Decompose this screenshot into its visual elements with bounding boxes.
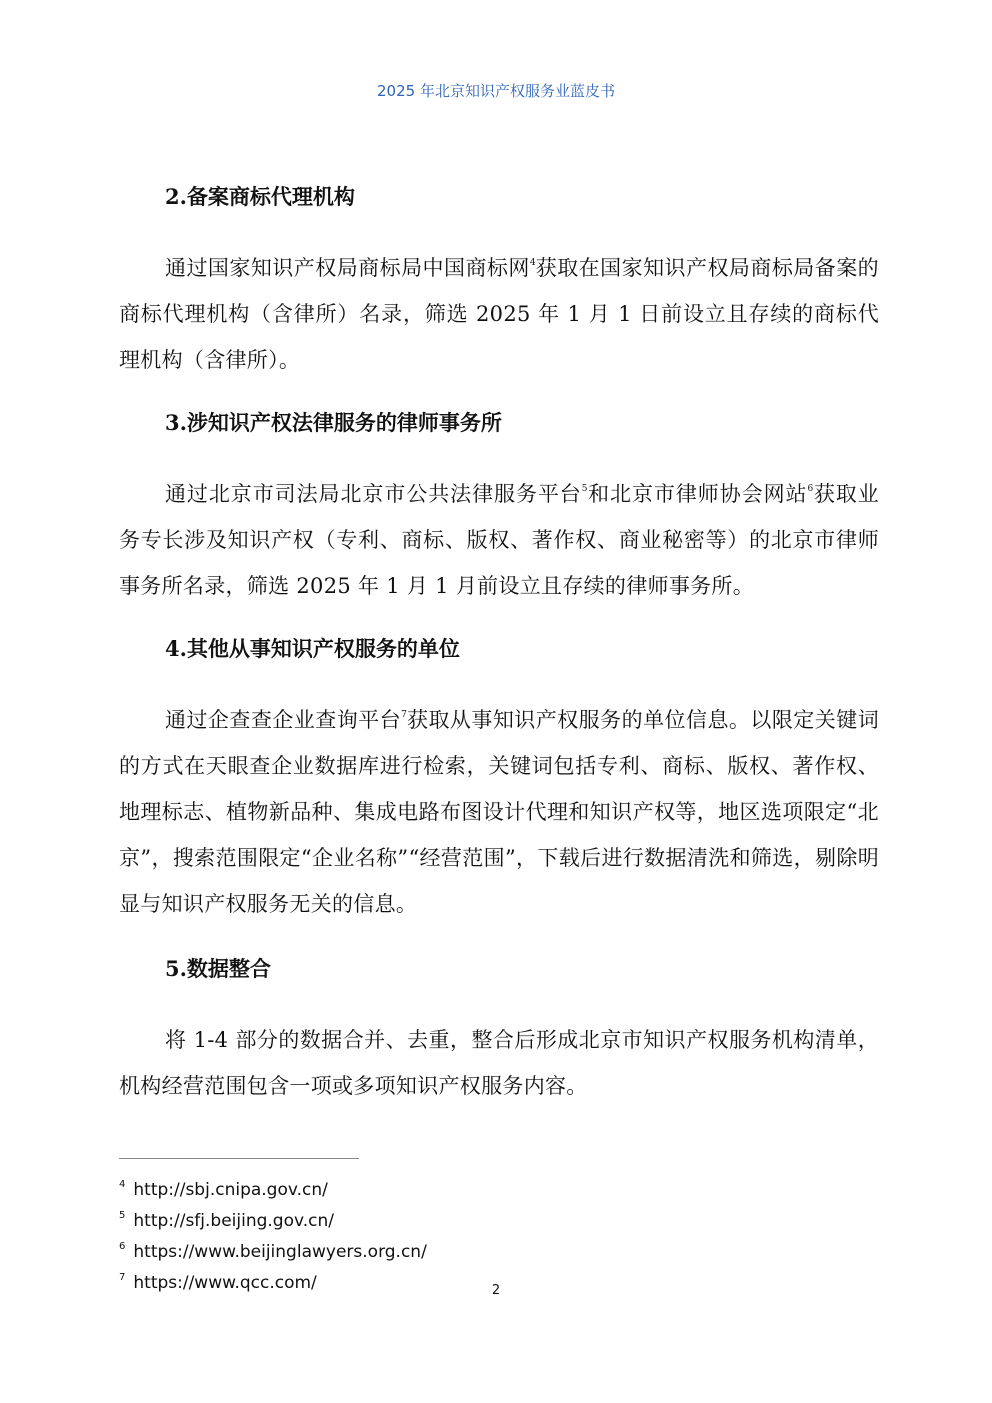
running-header: 2025 年北京知识产权服务业蓝皮书 bbox=[377, 82, 615, 100]
page-number: 2 bbox=[491, 1283, 501, 1298]
paragraph-text: 通过北京市司法局北京市公共法律服务平台 bbox=[165, 482, 582, 506]
footnote-ref[interactable]: 5 bbox=[581, 484, 588, 494]
section-paragraph-other-ip-services bbox=[119, 697, 879, 927]
footnote-number: 4 bbox=[119, 1179, 126, 1190]
footnote-6 bbox=[119, 1234, 819, 1265]
section-heading-trademark-agencies: 2.备案商标代理机构 bbox=[165, 184, 355, 209]
paragraph-text: 和北京市律师协会网站 bbox=[587, 482, 808, 506]
footnote-5 bbox=[119, 1203, 819, 1234]
footnote-link[interactable]: https://www.qcc.com/ bbox=[133, 1273, 317, 1293]
footnote-4 bbox=[119, 1172, 819, 1203]
section-paragraph-law-firms bbox=[119, 471, 879, 609]
paragraph-text: 通过国家知识产权局商标局中国商标网 bbox=[165, 256, 530, 280]
footnotes bbox=[119, 1172, 819, 1296]
paragraph-text: 获取从事知识产权服务的单位信息。以限定关键词的方式在天眼查企业数据库进行检索，关键词包括专利、商标、版权、著作权、地理标志、植物新品种、集成电路布图设计代理和知识产权等，地区选项限定“北京”，搜索范围限定“企业名称”“经营范围”，下载后进行数据清洗和筛选，剔除明显与知识产权服务无关的信息。 bbox=[119, 708, 879, 916]
paragraph-text: 将 1-4 部分的数据合并、去重，整合后形成北京市知识产权服务机构清单，机构经营范围包含一项或多项知识产权服务内容。 bbox=[119, 1028, 879, 1098]
footnote-ref[interactable]: 7 bbox=[401, 710, 407, 720]
section-paragraph-trademark-agencies bbox=[119, 245, 879, 383]
footnote-number: 6 bbox=[119, 1241, 126, 1252]
footnote-link[interactable]: http://sfj.beijing.gov.cn/ bbox=[133, 1211, 334, 1231]
section-heading-data-integration: 5.数据整合 bbox=[165, 956, 271, 981]
footnote-link[interactable]: http://sbj.cnipa.gov.cn/ bbox=[133, 1180, 328, 1200]
paragraph-text: 通过企查查企业查询平台 bbox=[165, 708, 402, 732]
footnote-link[interactable]: https://www.beijinglawyers.org.cn/ bbox=[133, 1242, 427, 1262]
footnote-divider bbox=[119, 1158, 359, 1159]
footnote-ref[interactable]: 6 bbox=[807, 484, 814, 494]
paragraph-text: 获取业务专长涉及知识产权（专利、商标、版权、著作权、商业秘密等）的北京市律师事务所名录，筛选 2025 年 1 月 1 月前设立且存续的律师事务所。 bbox=[119, 482, 880, 598]
footnote-ref[interactable]: 4 bbox=[529, 258, 536, 268]
footnote-number: 5 bbox=[119, 1210, 126, 1221]
section-heading-other-ip-services: 4.其他从事知识产权服务的单位 bbox=[165, 636, 460, 661]
section-heading-law-firms: 3.涉知识产权法律服务的律师事务所 bbox=[165, 410, 502, 435]
section-paragraph-data-integration bbox=[119, 1017, 879, 1109]
footnote-number: 7 bbox=[119, 1272, 126, 1283]
paragraph-text: 获取在国家知识产权局商标局备案的商标代理机构（含律所）名录，筛选 2025 年 1 月 1 日前设立且存续的商标代理机构（含律所）。 bbox=[119, 256, 879, 372]
